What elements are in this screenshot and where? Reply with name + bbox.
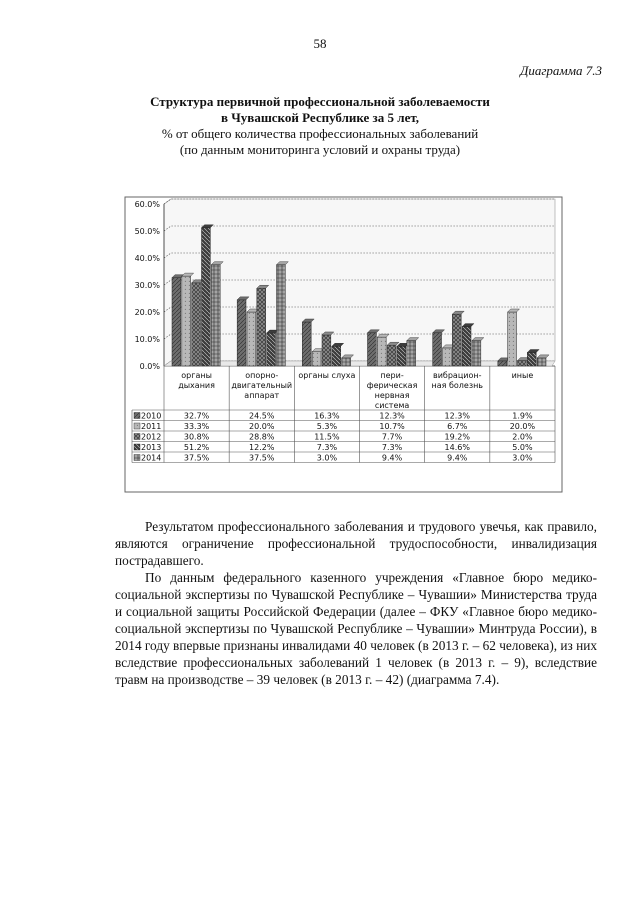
bar	[472, 341, 481, 366]
data-label: 12.3%	[444, 411, 470, 421]
x-category-label: ферическая	[366, 381, 418, 390]
chart-subtitle-line1: % от общего количества профессиональных заболеваний	[161, 126, 479, 141]
bar	[527, 353, 536, 367]
data-label: 37.5%	[249, 453, 275, 463]
bar	[172, 278, 181, 366]
bar	[377, 337, 386, 366]
chart-container	[124, 196, 564, 493]
y-tick-label: 40.0%	[134, 254, 160, 263]
data-label: 7.3%	[316, 442, 338, 452]
bar-chart	[124, 196, 564, 493]
bar	[312, 352, 321, 366]
data-label: 20.0%	[249, 421, 275, 431]
data-label: 51.2%	[183, 442, 210, 452]
data-label: 30.8%	[183, 432, 210, 442]
chart-title-line1: Структура первичной профессиональной заболеваемости	[150, 94, 490, 109]
bar	[342, 358, 351, 366]
bar	[302, 322, 311, 366]
data-label: 7.3%	[381, 442, 403, 452]
bar	[277, 265, 286, 366]
y-tick-label: 60.0%	[134, 200, 160, 209]
paragraph-2: По данным федерального казенного учреждения «Главное бюро медико-социальной экспертизы по Чувашской Республике – Чувашии» Министерства труда и социальной защиты Российской Федерации (далее – ФКУ «Главное бюро медико-социальной экспертизы по Чувашской Республике – Чувашии» Минтруда России), в 2014 году впервые признаны инвалидами 40 человек (в 2013 г. – 62 человека), из них вследствие профессиональных заболеваний 1 человек (в 2013 г. – 9), вследствие травм на производстве – 39 человек (в 2013 г. – 42) (диаграмма 7.4).	[115, 570, 597, 687]
data-label: 20.0%	[509, 421, 536, 431]
data-label: 24.5%	[249, 411, 275, 421]
y-tick-label: 0.0%	[139, 362, 160, 371]
y-tick-label: 10.0%	[134, 335, 160, 344]
data-label: 7.7%	[381, 432, 403, 442]
legend-swatch	[134, 455, 140, 461]
chart-title-line2: в Чувашской Республике за 5 лет,	[220, 110, 419, 125]
x-category-label: аппарат	[244, 391, 280, 400]
data-label: 5.3%	[316, 421, 338, 431]
x-category-label: нервная	[374, 391, 410, 400]
data-label: 6.7%	[447, 421, 468, 431]
bar	[462, 327, 471, 366]
data-label: 32.7%	[183, 411, 210, 421]
x-category-label: органы	[181, 371, 212, 380]
data-label: 3.0%	[316, 453, 338, 463]
bar	[192, 283, 201, 366]
x-category-label: вибрацион-	[433, 371, 482, 380]
data-label: 14.6%	[444, 442, 470, 452]
data-label: 3.0%	[512, 453, 533, 463]
legend-label: 2013	[141, 442, 162, 452]
bar	[368, 333, 377, 366]
x-category-label: пери-	[380, 371, 404, 380]
x-category-label: иные	[511, 371, 534, 380]
x-category-label: двигательный	[231, 381, 293, 390]
data-label: 5.0%	[512, 442, 533, 452]
data-label: 19.2%	[444, 432, 470, 442]
bar	[498, 361, 507, 366]
bar	[452, 314, 461, 366]
data-label: 9.4%	[381, 453, 403, 463]
chart-back-wall	[164, 199, 555, 366]
diagram-label: Диаграмма 7.3	[520, 63, 602, 78]
chart-title-block	[0, 94, 640, 158]
bar	[407, 341, 416, 366]
bar	[211, 265, 220, 366]
bar	[387, 345, 396, 366]
bar	[332, 346, 341, 366]
legend-swatch	[134, 413, 140, 419]
data-label: 12.2%	[249, 442, 275, 452]
bar	[247, 312, 256, 366]
body-text	[115, 518, 597, 688]
data-label: 2.0%	[512, 432, 533, 442]
paragraph-1: Результатом профессионального заболевания и трудового увечья, как правило, являются ограничение профессиональной трудоспособности, инвалидизация пострадавшего.	[115, 519, 597, 568]
bar	[267, 333, 276, 366]
bar	[257, 288, 266, 366]
legend-label: 2010	[141, 411, 162, 421]
data-label: 37.5%	[183, 453, 210, 463]
y-tick-label: 30.0%	[134, 281, 160, 290]
legend-swatch	[134, 423, 140, 429]
bar	[433, 333, 442, 366]
bar	[443, 348, 452, 366]
data-label: 16.3%	[314, 411, 340, 421]
data-label: 33.3%	[183, 421, 210, 431]
x-category-label: опорно-	[245, 371, 279, 380]
legend-swatch	[134, 444, 140, 450]
legend-label: 2011	[141, 421, 162, 431]
legend-label: 2012	[141, 432, 162, 442]
bar	[537, 358, 546, 366]
bar	[322, 335, 331, 366]
chart-floor	[164, 361, 555, 366]
bar	[237, 300, 246, 366]
data-label: 1.9%	[512, 411, 533, 421]
chart-subtitle-line2: (по данным мониторинга условий и охраны труда)	[179, 142, 461, 157]
legend-label: 2014	[141, 453, 162, 463]
bar	[508, 312, 517, 366]
x-category-label: дыхания	[178, 381, 215, 390]
data-label: 28.8%	[249, 432, 275, 442]
page-number: 58	[313, 36, 327, 51]
data-label: 10.7%	[379, 421, 405, 431]
data-label: 9.4%	[447, 453, 468, 463]
data-label: 11.5%	[314, 432, 340, 442]
bar	[397, 346, 406, 366]
bar	[518, 361, 527, 366]
legend-swatch	[134, 434, 140, 440]
x-category-label: система	[374, 401, 410, 410]
bar	[202, 228, 211, 366]
x-category-label: органы слуха	[298, 371, 356, 380]
y-tick-label: 20.0%	[134, 308, 160, 317]
y-tick-label: 50.0%	[134, 227, 160, 236]
data-label: 12.3%	[379, 411, 405, 421]
bar	[182, 276, 191, 366]
x-category-label: ная болезнь	[431, 381, 484, 390]
